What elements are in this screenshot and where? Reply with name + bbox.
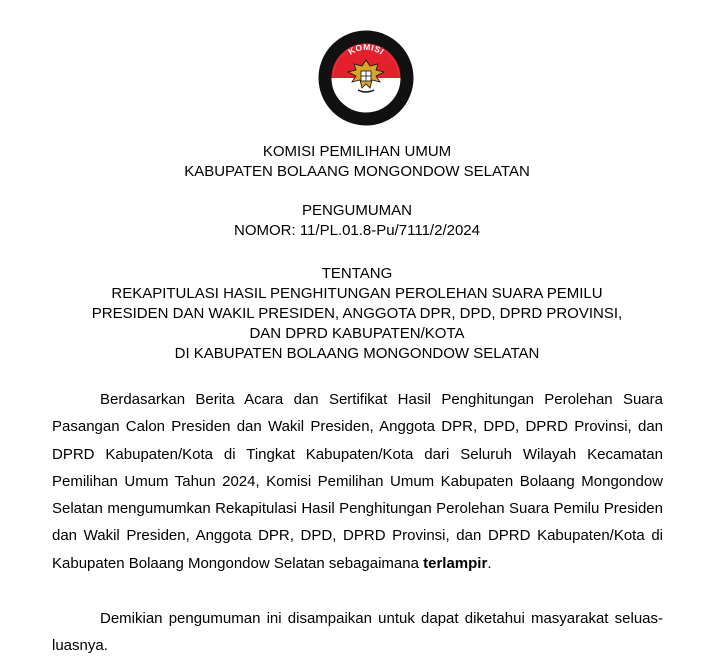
header-line-2: KABUPATEN BOLAANG MONGONDOW SELATAN: [184, 163, 530, 180]
subject-line-1: REKAPITULASI HASIL PENGHITUNGAN PEROLEHAN SUARA PEMILU: [111, 285, 603, 302]
announcement-number: NOMOR: 11/PL.01.8-Pu/7111/2/2024: [234, 222, 480, 239]
body-paragraph-1: [52, 386, 663, 577]
announcement-block: [0, 201, 714, 241]
subject-line-2: PRESIDEN DAN WAKIL PRESIDEN, ANGGOTA DPR, DPD, DPRD PROVINSI,: [91, 305, 623, 322]
header-line-1: KOMISI PEMILIHAN UMUM: [262, 143, 452, 160]
kpu-emblem-icon: [318, 30, 414, 126]
paragraph-1-bold: terlampir: [423, 554, 488, 572]
paragraph-1-end: .: [487, 554, 492, 572]
body-paragraph-2: [52, 605, 663, 660]
paragraph-2-text: Demikian pengumuman ini disampaikan untuk dapat diketahui masyarakat seluas-luasnya.: [52, 610, 663, 655]
paragraph-1-text: Berdasarkan Berita Acara dan Sertifikat Hasil Penghitungan Perolehan Suara Pasangan Calon Presiden dan Wakil Presiden, Anggota DPR, DPD, DPRD Provinsi, dan DPRD Kabupaten/Kota di Tingkat Kabupaten/Kota dari Seluruh Wilayah Kecamatan Pemilihan Umum Tahun 2024, Komisi Pemilihan Umum Kabupaten Bolaang Mongondow Selatan mengumumkan Rekapitulasi Hasil Penghitungan Perolehan Suara Pemilu Presiden dan Wakil Presiden, Anggota DPR, DPD, DPRD Provinsi, dan DPRD Kabupaten/Kota di Kabupaten Bolaang Mongondow Selatan sebagaimana: [52, 391, 663, 572]
subject-block: [0, 264, 714, 364]
announcement-title: PENGUMUMAN: [301, 202, 412, 219]
kpu-logo: [318, 30, 414, 126]
header: [0, 142, 714, 182]
logo-bottom-text: PEMILIHAN UMUM: [335, 90, 397, 115]
subject-line-3: DAN DPRD KABUPATEN/KOTA: [249, 325, 465, 342]
subject-line-4: DI KABUPATEN BOLAANG MONGONDOW SELATAN: [174, 345, 540, 362]
subject-label: TENTANG: [321, 265, 393, 282]
logo-top-text: KOMISI: [346, 41, 387, 57]
